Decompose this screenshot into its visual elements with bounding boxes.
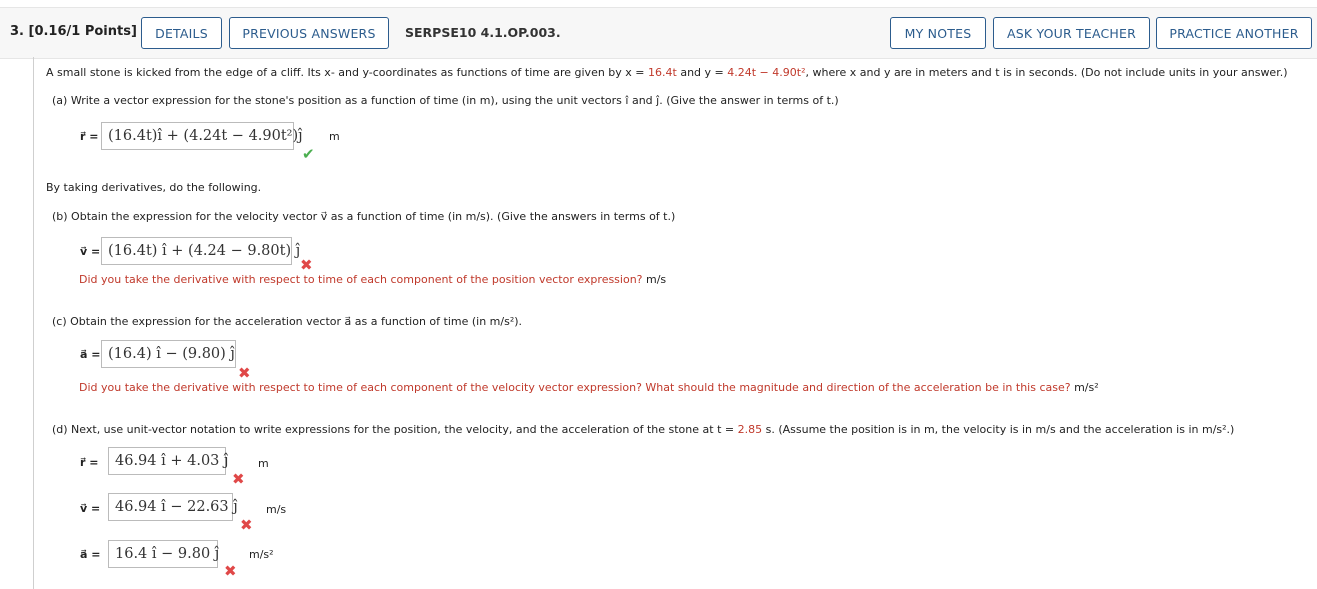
part-b-feedback-line: [79, 273, 666, 286]
part-c-unit: m/s²: [1074, 381, 1099, 394]
part-d-v-label: v⃗ =: [80, 502, 101, 515]
part-a-unit: m: [329, 130, 340, 143]
content-left-border: [33, 57, 34, 589]
t-value: 2.85: [737, 423, 763, 436]
problem-statement: A small stone is kicked from the edge of a cliff. Its x- and y-coordinates as functions of time are given by x = 16.4t and y = 4.24t − 4.90t², where x and y are in meters and t is in seconds. (Do not include units in your answer.): [46, 66, 1288, 79]
ask-your-teacher-button[interactable]: ASK YOUR TEACHER: [993, 17, 1150, 49]
incorrect-x-icon: ✖: [238, 364, 251, 382]
part-c-feedback: Did you take the derivative with respect to time of each component of the velocity vector expression? What should the magnitude and direction of the acceleration be in this case?: [79, 381, 1071, 394]
part-d-r-answer-input[interactable]: 46.94 î + 4.03 ĵ: [108, 447, 226, 475]
part-d-r-label: r⃗ =: [80, 456, 99, 469]
incorrect-x-icon: ✖: [224, 562, 237, 580]
part-d-prompt: (d) Next, use unit-vector notation to write expressions for the position, the velocity, and the acceleration of the stone at t = 2.85 s. (Assume the position is in m, the velocity is in m/s and the acceleration is in m/s².): [52, 423, 1235, 436]
question-header: [0, 7, 1317, 59]
part-c-answer-input[interactable]: (16.4) î − (9.80) ĵ: [101, 340, 236, 368]
incorrect-x-icon: ✖: [300, 256, 313, 274]
part-d-a-label: a⃗ =: [80, 548, 101, 561]
part-a-prompt: (a) Write a vector expression for the stone's position as a function of time (in m), using the unit vectors î and ĵ. (Give the answer in terms of t.): [52, 94, 839, 107]
part-d-v-unit: m/s: [266, 503, 287, 516]
incorrect-x-icon: ✖: [240, 516, 253, 534]
y-value: 4.24t − 4.90t²: [727, 66, 806, 79]
part-b-unit: m/s: [646, 273, 667, 286]
practice-another-button[interactable]: PRACTICE ANOTHER: [1156, 17, 1312, 49]
part-b-answer-input[interactable]: (16.4t) î + (4.24 − 9.80t) ĵ: [101, 237, 292, 265]
part-d-a-unit: m/s²: [249, 548, 274, 561]
part-c-prompt: (c) Obtain the expression for the acceleration vector a⃗ as a function of time (in m/s²).: [52, 315, 523, 328]
part-d-r-unit: m: [258, 457, 269, 470]
question-number: 3. [0.16/1 Points]: [10, 24, 137, 39]
my-notes-button[interactable]: MY NOTES: [890, 17, 986, 49]
correct-check-icon: ✔: [302, 145, 315, 163]
part-d-v-answer-input[interactable]: 46.94 î − 22.63 ĵ: [108, 493, 233, 521]
part-a-label: r⃗ =: [80, 130, 99, 143]
details-button[interactable]: DETAILS: [141, 17, 222, 49]
assignment-code: SERPSE10 4.1.OP.003.: [405, 25, 561, 40]
previous-answers-button[interactable]: PREVIOUS ANSWERS: [229, 17, 389, 49]
part-b-prompt: (b) Obtain the expression for the velocity vector v⃗ as a function of time (in m/s). (Give the answers in terms of t.): [52, 210, 676, 223]
x-value: 16.4t: [648, 66, 677, 79]
incorrect-x-icon: ✖: [232, 470, 245, 488]
part-c-label: a⃗ =: [80, 348, 101, 361]
part-b-label: v⃗ =: [80, 245, 101, 258]
part-b-feedback: Did you take the derivative with respect to time of each component of the position vector expression?: [79, 273, 643, 286]
part-d-a-answer-input[interactable]: 16.4 î − 9.80 ĵ: [108, 540, 218, 568]
part-a-answer-input[interactable]: (16.4t)î + (4.24t − 4.90t²)ĵ: [101, 122, 294, 150]
part-c-feedback-line: [79, 381, 1099, 394]
derivatives-note: By taking derivatives, do the following.: [46, 181, 262, 194]
